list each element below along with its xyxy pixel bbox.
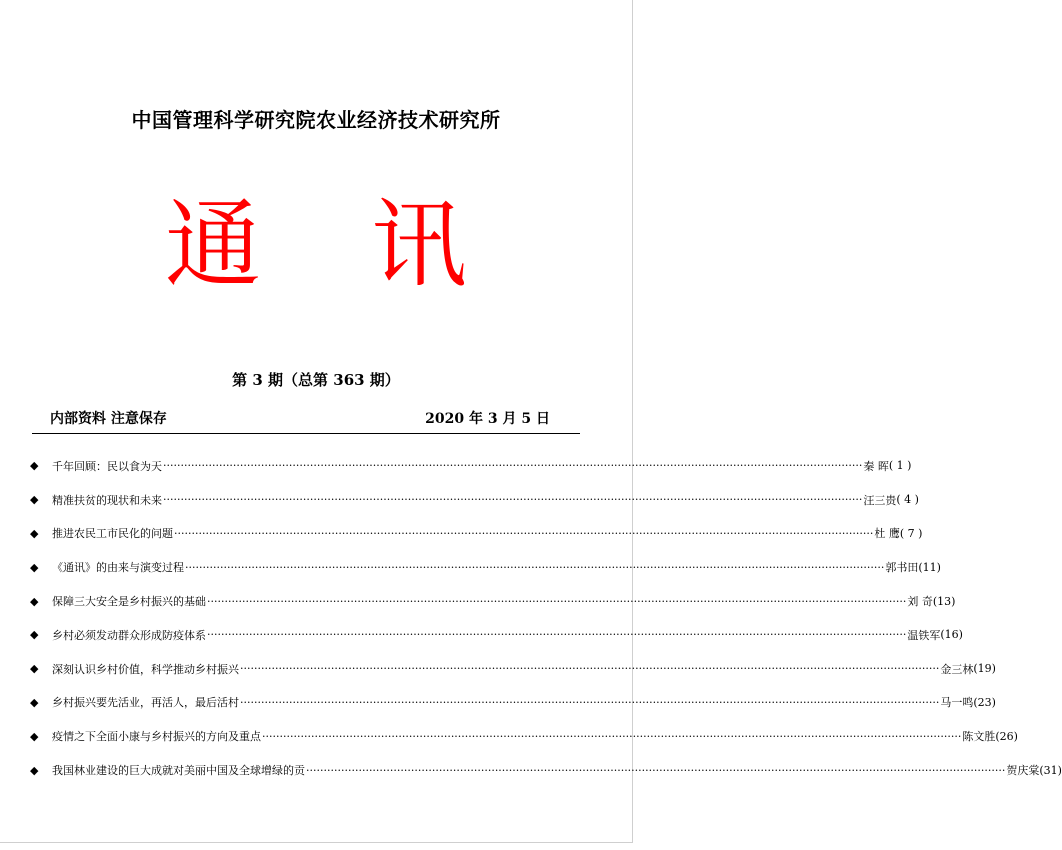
toc-item[interactable]	[30, 584, 956, 618]
toc-item-page: (11)	[918, 560, 941, 574]
toc-item-title: 千年回顾：民以食为天	[52, 459, 162, 473]
publish-date: 2020 年 3 月 5 日	[425, 411, 550, 427]
table-of-contents	[30, 449, 1062, 787]
dot-leader: ········································································································································································································	[306, 763, 1006, 777]
diamond-bullet-icon: ◆	[30, 695, 39, 709]
toc-item-page: ( 4 )	[896, 493, 919, 507]
dot-leader: ········································································································································································································	[207, 594, 907, 608]
dot-leader: ········································································································································································································	[185, 560, 885, 574]
toc-item[interactable]	[30, 753, 1062, 787]
toc-item[interactable]	[30, 652, 996, 686]
diamond-bullet-icon: ◆	[30, 662, 39, 676]
confidential-note: 内部资料 注意保存	[50, 411, 167, 427]
toc-item-author: 刘 奇	[907, 595, 933, 609]
toc-item[interactable]	[30, 483, 919, 517]
toc-item-title: 乡村振兴要先活业，再活人，最后活村	[52, 696, 239, 710]
dot-leader: ········································································································································································································	[240, 695, 940, 709]
toc-item[interactable]	[30, 449, 912, 483]
toc-item[interactable]	[30, 517, 923, 551]
title-char-1: 通	[165, 189, 261, 301]
diamond-bullet-icon: ◆	[30, 628, 39, 642]
toc-item[interactable]	[30, 618, 963, 652]
toc-item-author: 郭书田	[885, 561, 919, 575]
toc-item-page: (13)	[932, 594, 956, 608]
toc-item-page: (26)	[995, 729, 1018, 743]
dot-leader: ········································································································································································································	[240, 662, 940, 676]
toc-item-title: 我国林业建设的巨大成就对美丽中国及全球增绿的贡	[52, 764, 305, 778]
toc-item-author: 贺庆棠	[1006, 764, 1040, 778]
dot-leader: ········································································································································································································	[163, 493, 863, 507]
toc-item-author: 汪三贵	[863, 493, 897, 507]
toc-item-author: 温铁军	[907, 628, 941, 642]
toc-item-author: 秦 晖	[863, 459, 889, 473]
diamond-bullet-icon: ◆	[30, 493, 39, 507]
toc-item-page: (16)	[940, 628, 963, 642]
toc-item-title: 《通讯》的由来与演变过程	[52, 561, 184, 575]
dot-leader: ········································································································································································································	[207, 628, 907, 642]
diamond-bullet-icon: ◆	[30, 560, 39, 574]
dot-leader: ········································································································································································································	[262, 729, 962, 743]
toc-item-title: 深刻认识乡村价值，科学推动乡村振兴	[52, 662, 239, 676]
toc-item-page: (19)	[973, 662, 996, 676]
newsletter-title	[0, 190, 632, 300]
dot-leader: ········································································································································································································	[174, 526, 874, 540]
dot-leader: ········································································································································································································	[163, 459, 863, 473]
toc-item-title: 精准扶贫的现状和未来	[52, 493, 162, 507]
toc-item-author: 杜 鹰	[874, 527, 900, 541]
toc-item[interactable]	[30, 686, 996, 720]
title-char-2: 讯	[371, 189, 467, 301]
toc-item[interactable]	[30, 719, 1018, 753]
toc-item-author: 陈文胜	[962, 730, 996, 744]
diamond-bullet-icon: ◆	[30, 459, 39, 473]
institute-name: 中国管理科学研究院农业经济技术研究所	[131, 108, 501, 132]
diamond-bullet-icon: ◆	[30, 526, 39, 540]
toc-item-author: 马一鸣	[940, 696, 974, 710]
toc-item-author: 金三林	[940, 662, 974, 676]
toc-item-title: 疫情之下全面小康与乡村振兴的方向及重点	[52, 730, 261, 744]
toc-item-title: 乡村必须发动群众形成防疫体系	[52, 628, 206, 642]
toc-item-page: ( 1 )	[888, 459, 912, 473]
issue-number: 第 3 期（总第 363 期）	[232, 371, 400, 389]
diamond-bullet-icon: ◆	[30, 594, 39, 608]
toc-item-page: ( 7 )	[899, 526, 923, 540]
header-rule	[32, 433, 580, 434]
toc-item[interactable]	[30, 550, 941, 584]
diamond-bullet-icon: ◆	[30, 763, 39, 777]
diamond-bullet-icon: ◆	[30, 729, 39, 743]
toc-item-title: 推进农民工市民化的问题	[52, 527, 173, 541]
toc-item-page: (31)	[1039, 763, 1062, 777]
toc-item-title: 保障三大安全是乡村振兴的基础	[52, 595, 206, 609]
toc-item-page: (23)	[973, 695, 996, 709]
